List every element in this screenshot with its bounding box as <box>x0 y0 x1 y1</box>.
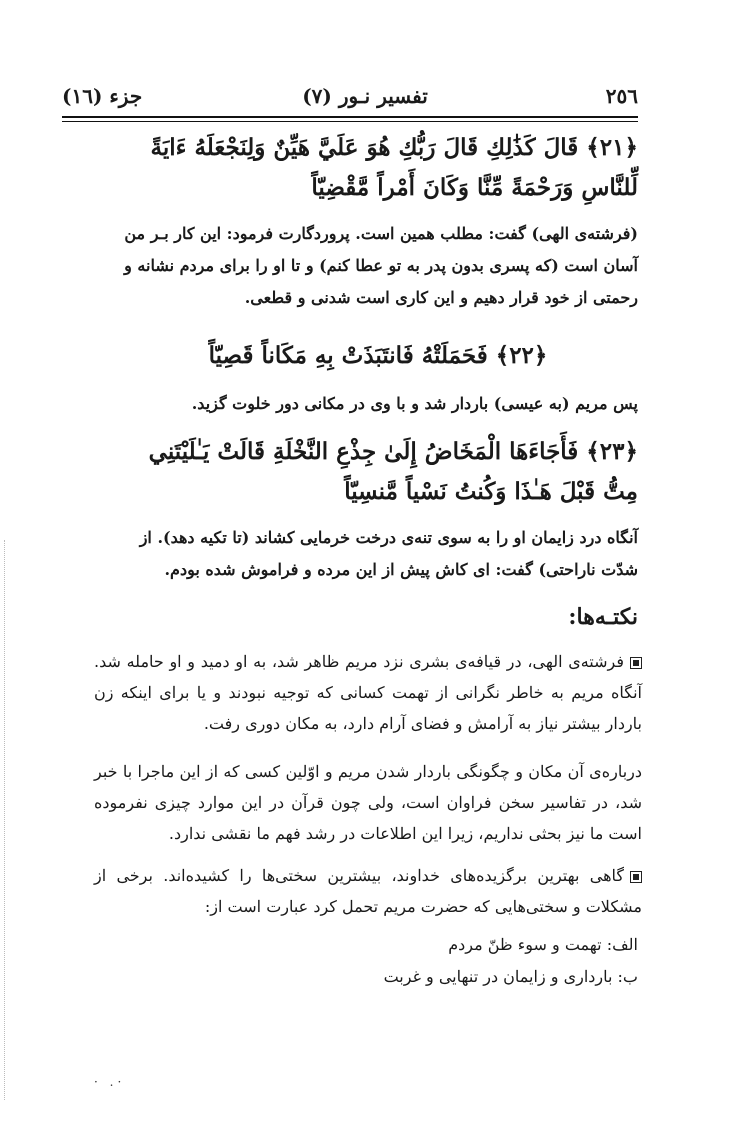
scan-edge-line <box>4 540 5 1100</box>
list-item: الف: تهمت و سوء ظنّ مردم <box>448 935 638 954</box>
verse-21: ﴿٢١﴾ قَالَ كَذَٰلِكِ قَالَ رَبُّكِ هُوَ عَلَيَّ هَيِّنٌ وَلِنَجْعَلَهُ ءَايَةً لِّلنَّاسِ وَرَحْمَةً مِّنَّا وَكَانَ أَمْراً مَّقْضِيّاً <box>150 134 638 201</box>
note-text: گاهی بهترین برگزیده‌های خداوند، بیشترین سختی‌ها را کشیده‌اند. برخی از مشکلات و سختی‌هایی که حضرت مریم تحمل کرد عبارت است از: <box>94 866 642 916</box>
page-header <box>62 84 638 116</box>
scan-specks: · .· <box>94 1075 126 1089</box>
verse-23: ﴿٢٣﴾ فَأَجَاءَهَا الْمَخَاضُ إِلَىٰ جِذْعِ النَّخْلَةِ قَالَتْ يَـٰلَيْتَنِي مِتُّ قَبْلَ هَـٰذَا وَكُنتُ نَسْياً مَّنسِيّاً <box>148 438 638 505</box>
note-text: فرشته‌ی الهی، در قیافه‌ی بشری نزد مریم ظاهر شد، به او دمید و او حامله شد. آنگاه مریم به خاطر نگرانی از تهمت کسانی که توجیه نبودند و یا برای اینکه زن باردار بیشتر نیاز به آرامش و فضای آرام دارد، به مکان دوری رفت. <box>94 652 642 733</box>
header-rule-thin <box>62 121 638 122</box>
note-paragraph <box>94 646 642 739</box>
verse-22: ﴿٢٢﴾ فَحَمَلَتْهُ فَانتَبَذَتْ بِهِ مَكَاناً قَصِيّاً <box>208 342 548 369</box>
note-paragraph <box>94 860 642 922</box>
translation-22: پس مریم (به عیسی) باردار شد و با وی در مکانی دور خلوت گزید. <box>191 394 638 413</box>
translation-21: (فرشته‌ی الهی) گفت: مطلب همین است. پروردگارت فرمود: این کار بـر من آسان است (که پسری بدون پدر به تو عطا کنم) و تا او را برای مردم نشانه و رحمتی از خود قرار دهیم و این کاری است شدنی و قطعی. <box>124 224 638 307</box>
header-rule-thick <box>62 116 638 118</box>
page-number: ٢٥٦ <box>605 84 638 108</box>
note-paragraph <box>94 756 642 849</box>
book-title: تفسیر نـور (٧) <box>302 84 428 108</box>
translation-23: آنگاه درد زایمان او را به سوی تنه‌ی درخت خرمایی کشاند (تا تکیه دهد). از شدّت ناراحتی) گفت: ای کاش پیش از این مرده و فراموش شده بودم. <box>139 528 638 579</box>
square-bullet-icon <box>630 871 642 883</box>
notes-heading: نکتـه‌ها: <box>568 604 638 630</box>
list-item: ب: بارداری و زایمان در تنهایی و غربت <box>383 967 638 986</box>
part-label: جزء (١٦) <box>62 84 143 108</box>
note-text: درباره‌ی آن مکان و چگونگی باردار شدن مریم و اوّلین کسی که از این ماجرا با خبر شد، در تفاسیر سخن فراوان است، ولی چون قرآن در این موارد چیزی نفرموده است ما نیز بحثی نداریم، زیرا این اطلاعات در رشد فهم ما نقشی ندارد. <box>94 762 642 843</box>
square-bullet-icon <box>630 657 642 669</box>
